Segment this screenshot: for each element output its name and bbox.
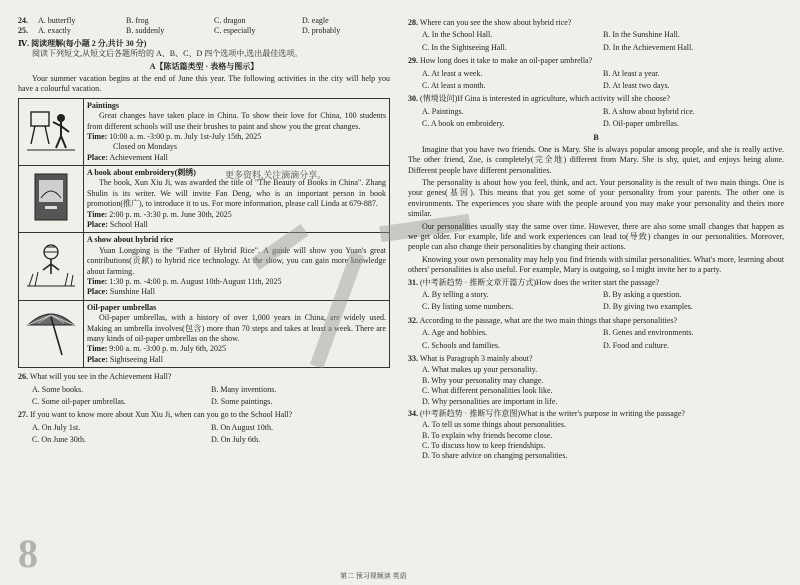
option-25d[interactable]: D. probably [302, 26, 341, 36]
question-33: 33. What is Paragraph 3 mainly about? [408, 353, 533, 363]
options-31 [408, 289, 784, 314]
activity-place: Achievement Hall [109, 152, 168, 162]
passage-paragraph: The personality is about how you feel, think, and act. Your personality is the result of two main things. One is your genes(基因). This means that you get some of your personality from your parents. The other one is environments. The experiences you share with the people around you may make your personality and theirs more similar. [408, 178, 784, 219]
activity-body: Yuan Longping is the "Father of Hybrid Rice". A guide will show you Yuan's great contributions(贡献) to hybrid rice technology. At the show, you can gain more knowledge about farming. [87, 245, 386, 276]
option-34c[interactable]: C. To discuss how to keep friendships. [422, 441, 546, 451]
option-25b[interactable]: B. suddenly [126, 26, 165, 36]
options-26 [18, 384, 390, 409]
option-24b[interactable]: B. frog [126, 16, 149, 25]
option-25a[interactable]: A. exactly [38, 26, 71, 36]
question-28: 28. Where can you see the show about hybrid rice? [408, 18, 572, 27]
passage-paragraph: Knowing your own personality may help you find friends with similar personalities. What's more, learning about others' personalities is also useful. For example, Mary is outgoing, so I might invite her to a party. [408, 254, 784, 275]
activity-row: A book about embroidery(刺绣) The book, Xun Xiu Ji, was awarded the title of "The Beauty of Books in China". Zhang Shulin is its writer. We will invite Fan Deng, who is an important person in book promotion(推广), to introduce it to us. For more information, please call Linda at 679-887. Time: 2:00 p. m. -3:30 p. m. June 30th, 2025 Place: School Hall [19, 166, 390, 233]
options-30 [408, 106, 784, 131]
option-26d[interactable]: D. Some paintings. [211, 396, 273, 406]
question-25: 25. A. exactly B. suddenly C. especially D. probably [18, 26, 390, 36]
option-28d[interactable]: D. In the Achievement Hall. [603, 42, 694, 52]
activity-body: Oil-paper umbrellas, with a history of over 1,000 years in China, are widely used. Making an umbrella involves(包含) more than 70 steps and takes at least a week. There are many kinds of oil-paper umbrellas on the show. [87, 313, 386, 343]
option-26a[interactable]: A. Some books. [32, 384, 84, 394]
option-29a[interactable]: A. At least a week. [422, 68, 483, 78]
option-32d[interactable]: D. Food and culture. [603, 340, 669, 350]
option-34b[interactable]: B. To explain why friends become close. [422, 430, 553, 440]
activity-title: Paintings [87, 100, 120, 110]
activity-title: Oil-paper umbrellas [87, 302, 157, 312]
book-icon [25, 170, 77, 226]
activity-time: 1:30 p. m. -4:00 p. m. August 10th-August 11th, 2025 [109, 276, 282, 286]
rice-field-icon [25, 240, 77, 290]
intro-paragraph: Your summer vacation begins at the end of June this year. The following activities in the city will help you have a colourful vacation. [18, 73, 390, 94]
section-title: Ⅳ. 阅读理解(每小题 2 分,共计 30 分) [18, 38, 147, 48]
option-29c[interactable]: C. At least a month. [422, 80, 486, 90]
part-a-heading: A【陈话篇类型 · 表格与图示】 [149, 61, 259, 71]
activity-title: A book about embroidery(刺绣) [87, 168, 196, 178]
option-28a[interactable]: A. In the School Hall. [422, 30, 493, 40]
embroidery-illustration [19, 166, 84, 233]
option-32b[interactable]: B. Genes and environments. [603, 328, 694, 338]
passage-paragraph: Imagine that you have two friends. One is Mary. She is always popular among people, and she is really active. The other friend, Zoe, is completely(完全地) different from Mary. She is shy, quiet, and enjoys being alone. Different people have different personalities. [408, 144, 784, 175]
activity-body: The book, Xun Xiu Ji, was awarded the title of "The Beauty of Books in China". Zhang Shulin is its writer. We will invite Fan Deng, who is an important person in book promotion(推广), to introduce it to us. For more information, please call Linda at 679-887. [87, 178, 386, 209]
activity-place: School Hall [109, 220, 148, 230]
right-column [408, 16, 784, 462]
option-27c[interactable]: C. On June 30th. [32, 435, 86, 445]
question-26: 26. What will you see in the Achievement Hall? [18, 372, 172, 382]
easel-icon [25, 104, 77, 156]
question-24: 24. A. butterfly B. frog C. dragon D. eagle [18, 16, 390, 26]
umbrella-icon [24, 305, 78, 359]
option-31d[interactable]: D. By giving two examples. [603, 302, 693, 312]
option-33c[interactable]: C. What different personalities look like. [422, 386, 553, 396]
option-24c[interactable]: C. dragon [214, 16, 246, 25]
option-32a[interactable]: A. Age and hobbies. [422, 328, 488, 338]
option-33a[interactable]: A. What makes up your personality. [422, 365, 538, 375]
part-b-heading: B [593, 132, 599, 142]
option-29d[interactable]: D. At least two days. [603, 80, 670, 90]
option-31c[interactable]: C. By listing some numbers. [422, 302, 514, 312]
option-30b[interactable]: B. A show about hybrid rice. [603, 106, 695, 116]
options-32 [408, 327, 784, 352]
question-30: 30. (情境设问)If Gina is interested in agriculture, which activity will she choose? [408, 94, 670, 104]
activity-body: Great changes have taken place in China. To show their love for China, 100 students from different schools will use their brushes to paint and show you the great changes. [87, 111, 386, 131]
option-31b[interactable]: B. By asking a question. [603, 289, 682, 299]
section-instruction: 阅读下列短文,从短文后各题所给的 A、B、C、D 四个选项中,选出最佳选项。 [32, 49, 303, 59]
options-27 [18, 422, 390, 447]
activity-place: Sunshine Hall [109, 287, 155, 297]
option-30a[interactable]: A. Paintings. [422, 106, 464, 116]
option-27d[interactable]: D. On July 6th. [211, 435, 261, 445]
question-27: 27. If you want to know more about Xun Xiu Ji, when can you go to the School Hall? [18, 410, 293, 420]
question-32: 32. According to the passage, what are the two main things that shape personalities? [408, 315, 678, 325]
option-28c[interactable]: C. In the Sightseeing Hall. [422, 42, 507, 52]
page-number: 8 [18, 531, 38, 576]
option-24d[interactable]: D. eagle [302, 16, 329, 25]
left-column [18, 16, 390, 446]
option-30c[interactable]: C. A book on embroidery. [422, 119, 505, 129]
activity-row: A show about hybrid rice Yuan Longping is the "Father of Hybrid Rice". A guide will show you Yuan's great contributions(贡献) to hybrid rice technology. At the show, you can gain more knowledge about farming. Time: 1:30 p. m. -4:00 p. m. August 10th-August 11th, 2025 Place: Sunshine Hall [19, 233, 390, 300]
option-27b[interactable]: B. On August 10th. [211, 422, 274, 432]
option-33b[interactable]: B. Why your personality may change. [422, 375, 544, 385]
options-28 [408, 29, 784, 54]
page-footer: 第二 预习视频读 英语 [340, 572, 407, 580]
option-29b[interactable]: B. At least a year. [603, 68, 660, 78]
activity-place: Sightseeing Hall [109, 354, 163, 364]
activity-extra: Closed on Mondays [113, 142, 177, 152]
option-34a[interactable]: A. To tell us some things about personalities. [422, 420, 566, 430]
option-33d[interactable]: D. Why personalities are important in life. [422, 396, 558, 406]
option-28b[interactable]: B. In the Sunshine Hall. [603, 30, 680, 40]
option-31a[interactable]: A. By telling a story. [422, 289, 489, 299]
umbrella-illustration [19, 300, 84, 367]
activity-row: Oil-paper umbrellas Oil-paper umbrellas, with a history of over 1,000 years in China, are widely used. Making an umbrella involves(包含) more than 70 steps and takes at least a week. There are many kinds of oil-paper umbrellas on the show. Time: 9:00 a. m. -3:00 p. m. July 6th, 2025 Place: Sightseeing Hall [19, 300, 390, 367]
option-32c[interactable]: C. Schools and families. [422, 340, 500, 350]
options-33 [408, 365, 784, 407]
option-26c[interactable]: C. Some oil-paper umbrellas. [32, 396, 126, 406]
rice-illustration [19, 233, 84, 300]
option-27a[interactable]: A. On July 1st. [32, 422, 81, 432]
option-30d[interactable]: D. Oil-paper umbrellas. [603, 119, 679, 129]
passage-paragraph: Our personalities usually stay the same over time. However, there are also some small changes that happen as we get older. For example, life and work experiences can lead to(导致) changes in our personalities. Moreover, people can also change their personalities by changing their actions. [408, 221, 784, 252]
activity-time: 10:00 a. m. -3:00 p. m. July 1st-July 15th, 2025 [109, 131, 262, 141]
painting-illustration [19, 98, 84, 165]
option-34d[interactable]: D. To share advice on changing personalities. [422, 451, 568, 461]
question-34: 34. (中考新趋势 · 推断写作意图)What is the writer's purpose in writing the passage? [408, 408, 685, 418]
activity-row: Paintings Great changes have taken place in China. To show their love for China, 100 students from different schools will use their brushes to paint and show you the great changes. Time: 10:00 a. m. -3:00 p. m. July 1st-July 15th, 2025 Closed on Mondays Place: Achievement Hall [19, 98, 390, 165]
options-29 [408, 68, 784, 93]
question-29: 29. How long does it take to make an oil-paper umbrella? [408, 56, 593, 66]
activity-title: A show about hybrid rice [87, 235, 174, 245]
option-25c[interactable]: C. especially [214, 26, 256, 36]
option-26b[interactable]: B. Many inventions. [211, 384, 277, 394]
options-34 [408, 420, 784, 462]
option-24a[interactable]: A. butterfly [38, 16, 76, 25]
activity-time: 9:00 a. m. -3:00 p. m. July 6th, 2025 [109, 344, 226, 354]
activity-time: 2:00 p. m. -3:30 p. m. June 30th, 2025 [109, 209, 232, 219]
question-31: 31. (中考新趋势 · 推断文章开篇方式)How does the writer start the passage? [408, 277, 660, 287]
share-watermark: 更多资料,关注滴滴分享。 [225, 170, 327, 180]
